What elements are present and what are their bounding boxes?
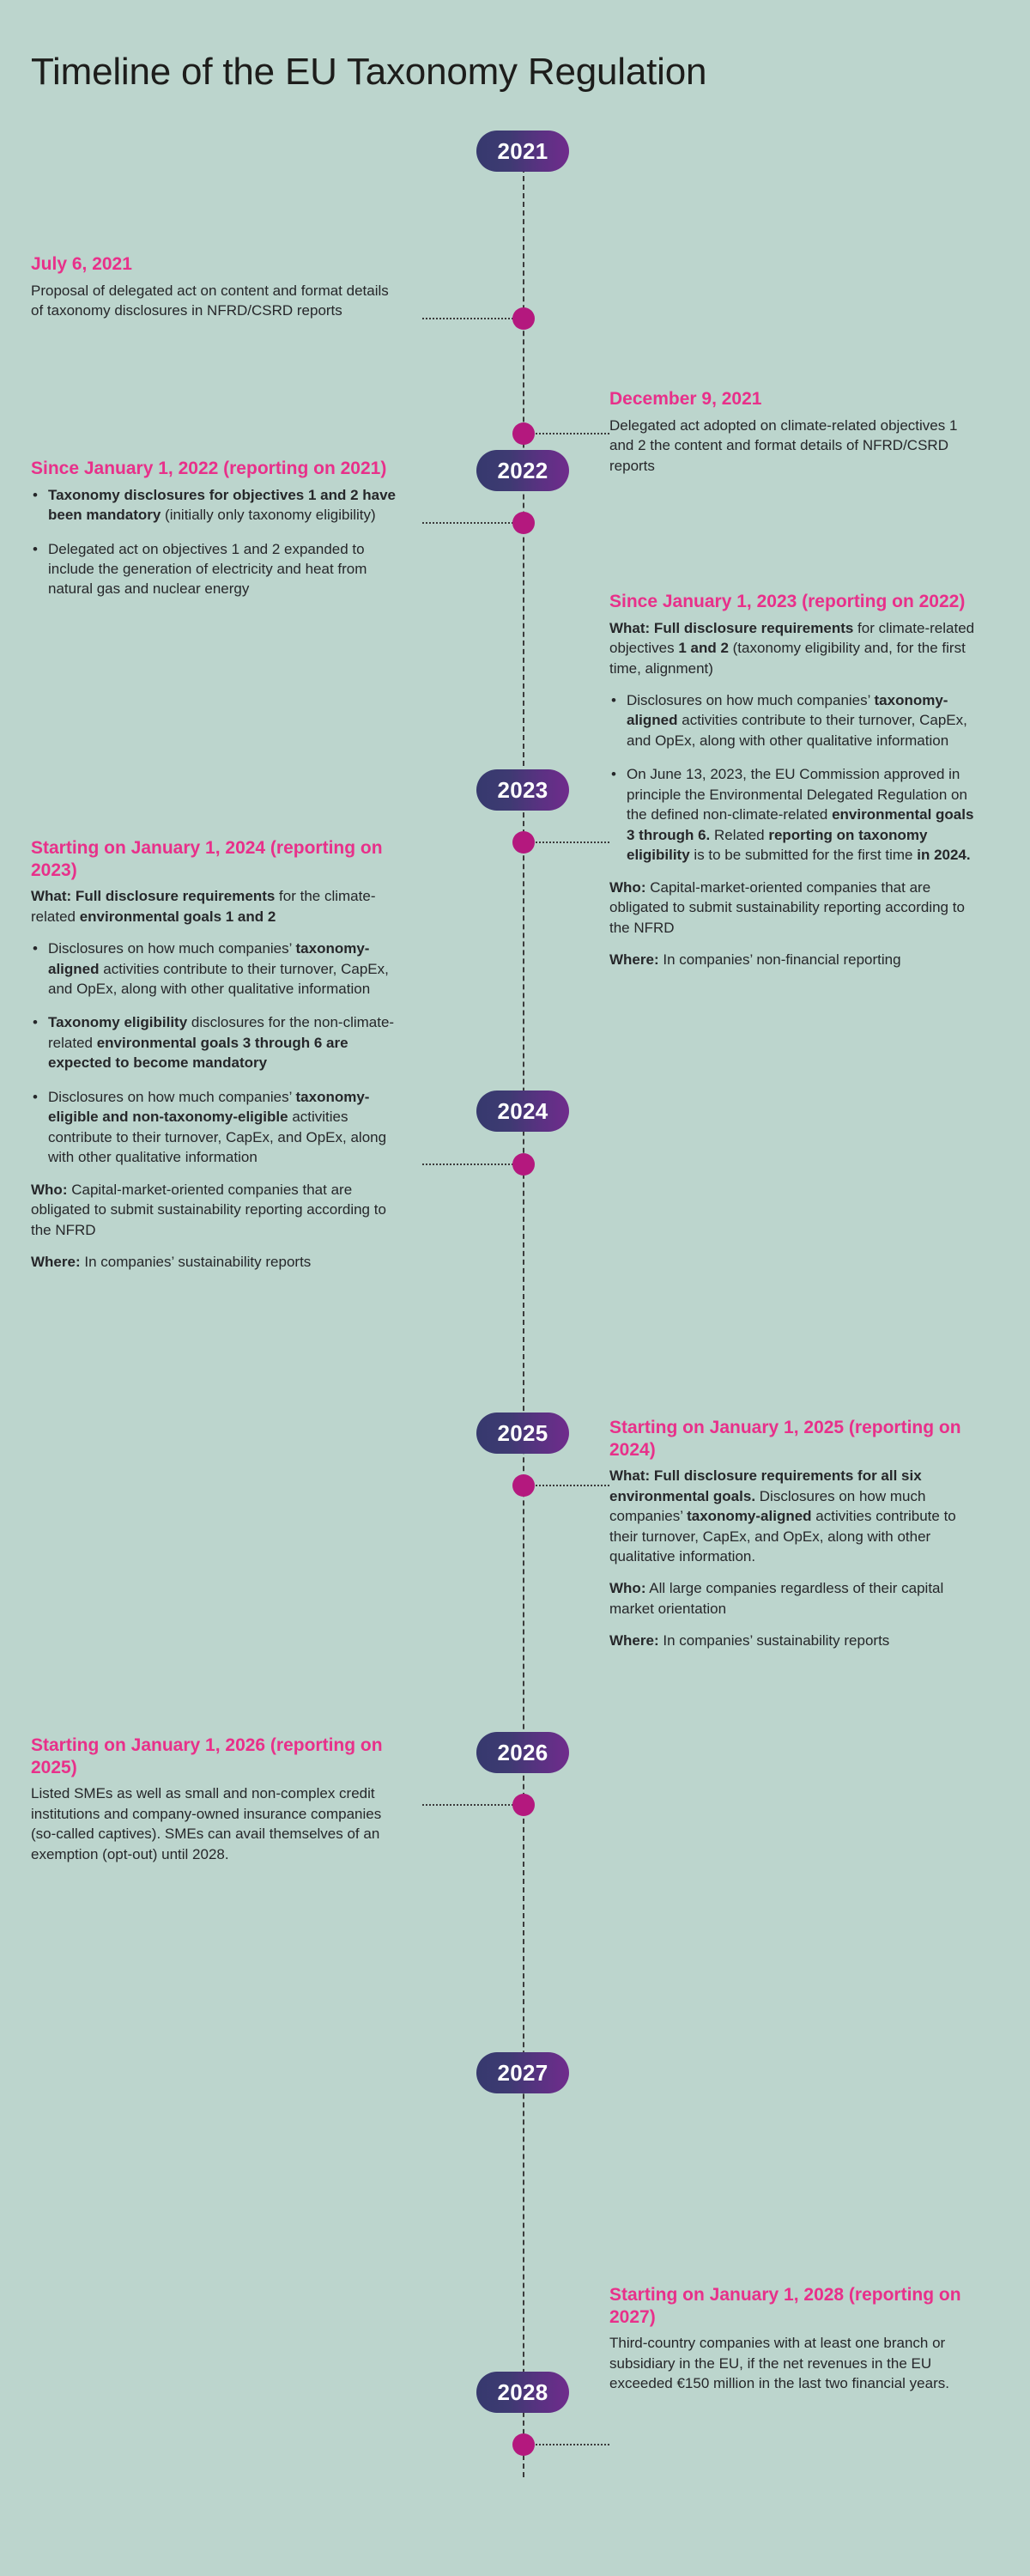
- leader-jan-2026: [422, 1804, 517, 1806]
- event-block-dec-2021: [609, 388, 978, 476]
- event-dot-jan-2025: [512, 1474, 535, 1497]
- event-dot-jul-2021: [512, 307, 535, 330]
- event-block-jan-2026: [31, 1735, 400, 1864]
- event-body: Listed SMEs as well as small and non-complex credit institutions and company-owned insurance companies (so-called captives). SMEs can avail themselves of an exemption (opt-out) until 2028.: [31, 1785, 382, 1862]
- year-pill-label: 2023: [497, 776, 548, 803]
- event-body: What: Full disclosure requirements for all six environmental goals. Disclosures on how much companies’ taxonomy-aligned activities contribute to their turnover, CapEx, and OpEx, along with other qualitative information.: [609, 1467, 956, 1565]
- event-bullet: • On June 13, 2023, the EU Commission approved in principle the Environmental Delegated Regulation on the defined non-climate-related environmental goals 3 through 6. Related reporting on taxonomy eligibility is to be submitted for the first time in 2024.: [625, 764, 978, 865]
- leader-dec-2021: [532, 433, 609, 434]
- page-title: Timeline of the EU Taxonomy Regulation: [31, 51, 707, 94]
- year-pill-2023: [476, 769, 569, 811]
- event-dot-jan-2026: [512, 1794, 535, 1816]
- event-dot-jan-2024: [512, 831, 535, 854]
- event-who: Who: Capital-market-oriented companies that are obligated to submit sustainability reporting according to the NFRD: [609, 878, 965, 936]
- event-where: Where: In companies’ sustainability reports: [31, 1254, 312, 1271]
- year-pill-2024: [476, 1091, 569, 1132]
- event-block-jan-2028: [609, 2284, 978, 2394]
- leader-jan-2025: [532, 1485, 609, 1486]
- event-body: Delegated act adopted on climate-related objectives 1 and 2 the content and format details of NFRD/CSRD reports: [609, 416, 958, 474]
- leader-jan-2022: [422, 522, 517, 524]
- event-where: Where: In companies’ non-financial reporting: [609, 951, 901, 968]
- event-heading: Since January 1, 2022 (reporting on 2021): [31, 459, 387, 478]
- event-dot-jan-2028: [512, 2433, 535, 2456]
- event-bullet: • Taxonomy eligibility disclosures for the non-climate-related environmental goals 3 through 6 are expected to become mandatory: [46, 1012, 400, 1072]
- year-pill-2026: [476, 1732, 569, 1773]
- year-pill-label: 2022: [497, 457, 548, 483]
- leader-jul-2021: [422, 318, 517, 319]
- event-block-jan-2025: [609, 1417, 978, 1651]
- year-pill-label: 2027: [497, 2059, 548, 2086]
- event-dot-jan-2022: [512, 512, 535, 534]
- event-bullet: • Disclosures on how much companies’ taxonomy-aligned activities contribute to their turnover, CapEx, and OpEx, along with other qualitative information: [46, 939, 400, 999]
- event-block-jan-2024: [31, 837, 400, 1272]
- event-where: Where: In companies’ sustainability reports: [609, 1632, 890, 1649]
- event-heading: December 9, 2021: [609, 389, 762, 409]
- leader-jan-2023: [532, 841, 609, 843]
- event-dot-jan-2024b: [512, 1153, 535, 1176]
- year-pill-label: 2021: [497, 137, 548, 164]
- event-bullet-list: [31, 939, 400, 1168]
- year-pill-2021: [476, 131, 569, 172]
- year-pill-label: 2026: [497, 1739, 548, 1765]
- event-heading: July 6, 2021: [31, 254, 132, 274]
- event-body: Proposal of delegated act on content and format details of taxonomy disclosures in NFRD/CSRD reports: [31, 282, 389, 319]
- event-heading: Starting on January 1, 2025 (reporting on 2024): [609, 1418, 961, 1460]
- event-block-jul-2021: [31, 253, 400, 321]
- year-pill-2028: [476, 2372, 569, 2413]
- year-pill-label: 2024: [497, 1097, 548, 1124]
- year-pill-label: 2028: [497, 2379, 548, 2405]
- event-body: What: Full disclosure requirements for the climate-related environmental goals 1 and 2: [31, 888, 376, 925]
- event-heading: Starting on January 1, 2028 (reporting on 2027): [609, 2285, 961, 2327]
- event-bullet: • Delegated act on objectives 1 and 2 expanded to include the generation of electricity and heat from natural gas and nuclear energy: [46, 539, 400, 599]
- event-who: Who: Capital-market-oriented companies that are obligated to submit sustainability reporting according to the NFRD: [31, 1181, 386, 1238]
- event-heading: Since January 1, 2023 (reporting on 2022): [609, 592, 966, 611]
- leader-jan-2024: [422, 1163, 517, 1165]
- event-body: What: Full disclosure requirements for climate-related objectives 1 and 2 (taxonomy eligibility and, for the first time, alignment): [609, 619, 975, 677]
- event-body: Third-country companies with at least one branch or subsidiary in the EU, if the net revenues in the EU exceeded €150 million in the last two financial years.: [609, 2335, 949, 2392]
- year-pill-2025: [476, 1413, 569, 1454]
- event-bullet-list: [609, 690, 978, 866]
- event-dot-dec-2021: [512, 422, 535, 445]
- event-block-jan-2023: [609, 591, 978, 969]
- event-who: Who: All large companies regardless of their capital market orientation: [609, 1580, 944, 1617]
- event-heading: Starting on January 1, 2024 (reporting on 2023): [31, 838, 383, 880]
- leader-jan-2028: [532, 2444, 609, 2445]
- year-pill-2022: [476, 450, 569, 491]
- year-pill-2027: [476, 2052, 569, 2093]
- event-block-jan-2022: [31, 458, 400, 611]
- event-bullet: • Disclosures on how much companies’ taxonomy-eligible and non-taxonomy-eligible activities contribute to their turnover, CapEx, and OpEx, along with other qualitative information: [46, 1087, 400, 1168]
- event-bullet-list: [31, 485, 400, 599]
- event-bullet: • Taxonomy disclosures for objectives 1 and 2 have been mandatory (initially only taxonomy eligibility): [46, 485, 400, 526]
- year-pill-label: 2025: [497, 1419, 548, 1446]
- event-heading: Starting on January 1, 2026 (reporting on 2025): [31, 1735, 383, 1777]
- event-bullet: • Disclosures on how much companies’ taxonomy-aligned activities contribute to their turnover, CapEx, and OpEx, along with other qualitative information: [625, 690, 978, 750]
